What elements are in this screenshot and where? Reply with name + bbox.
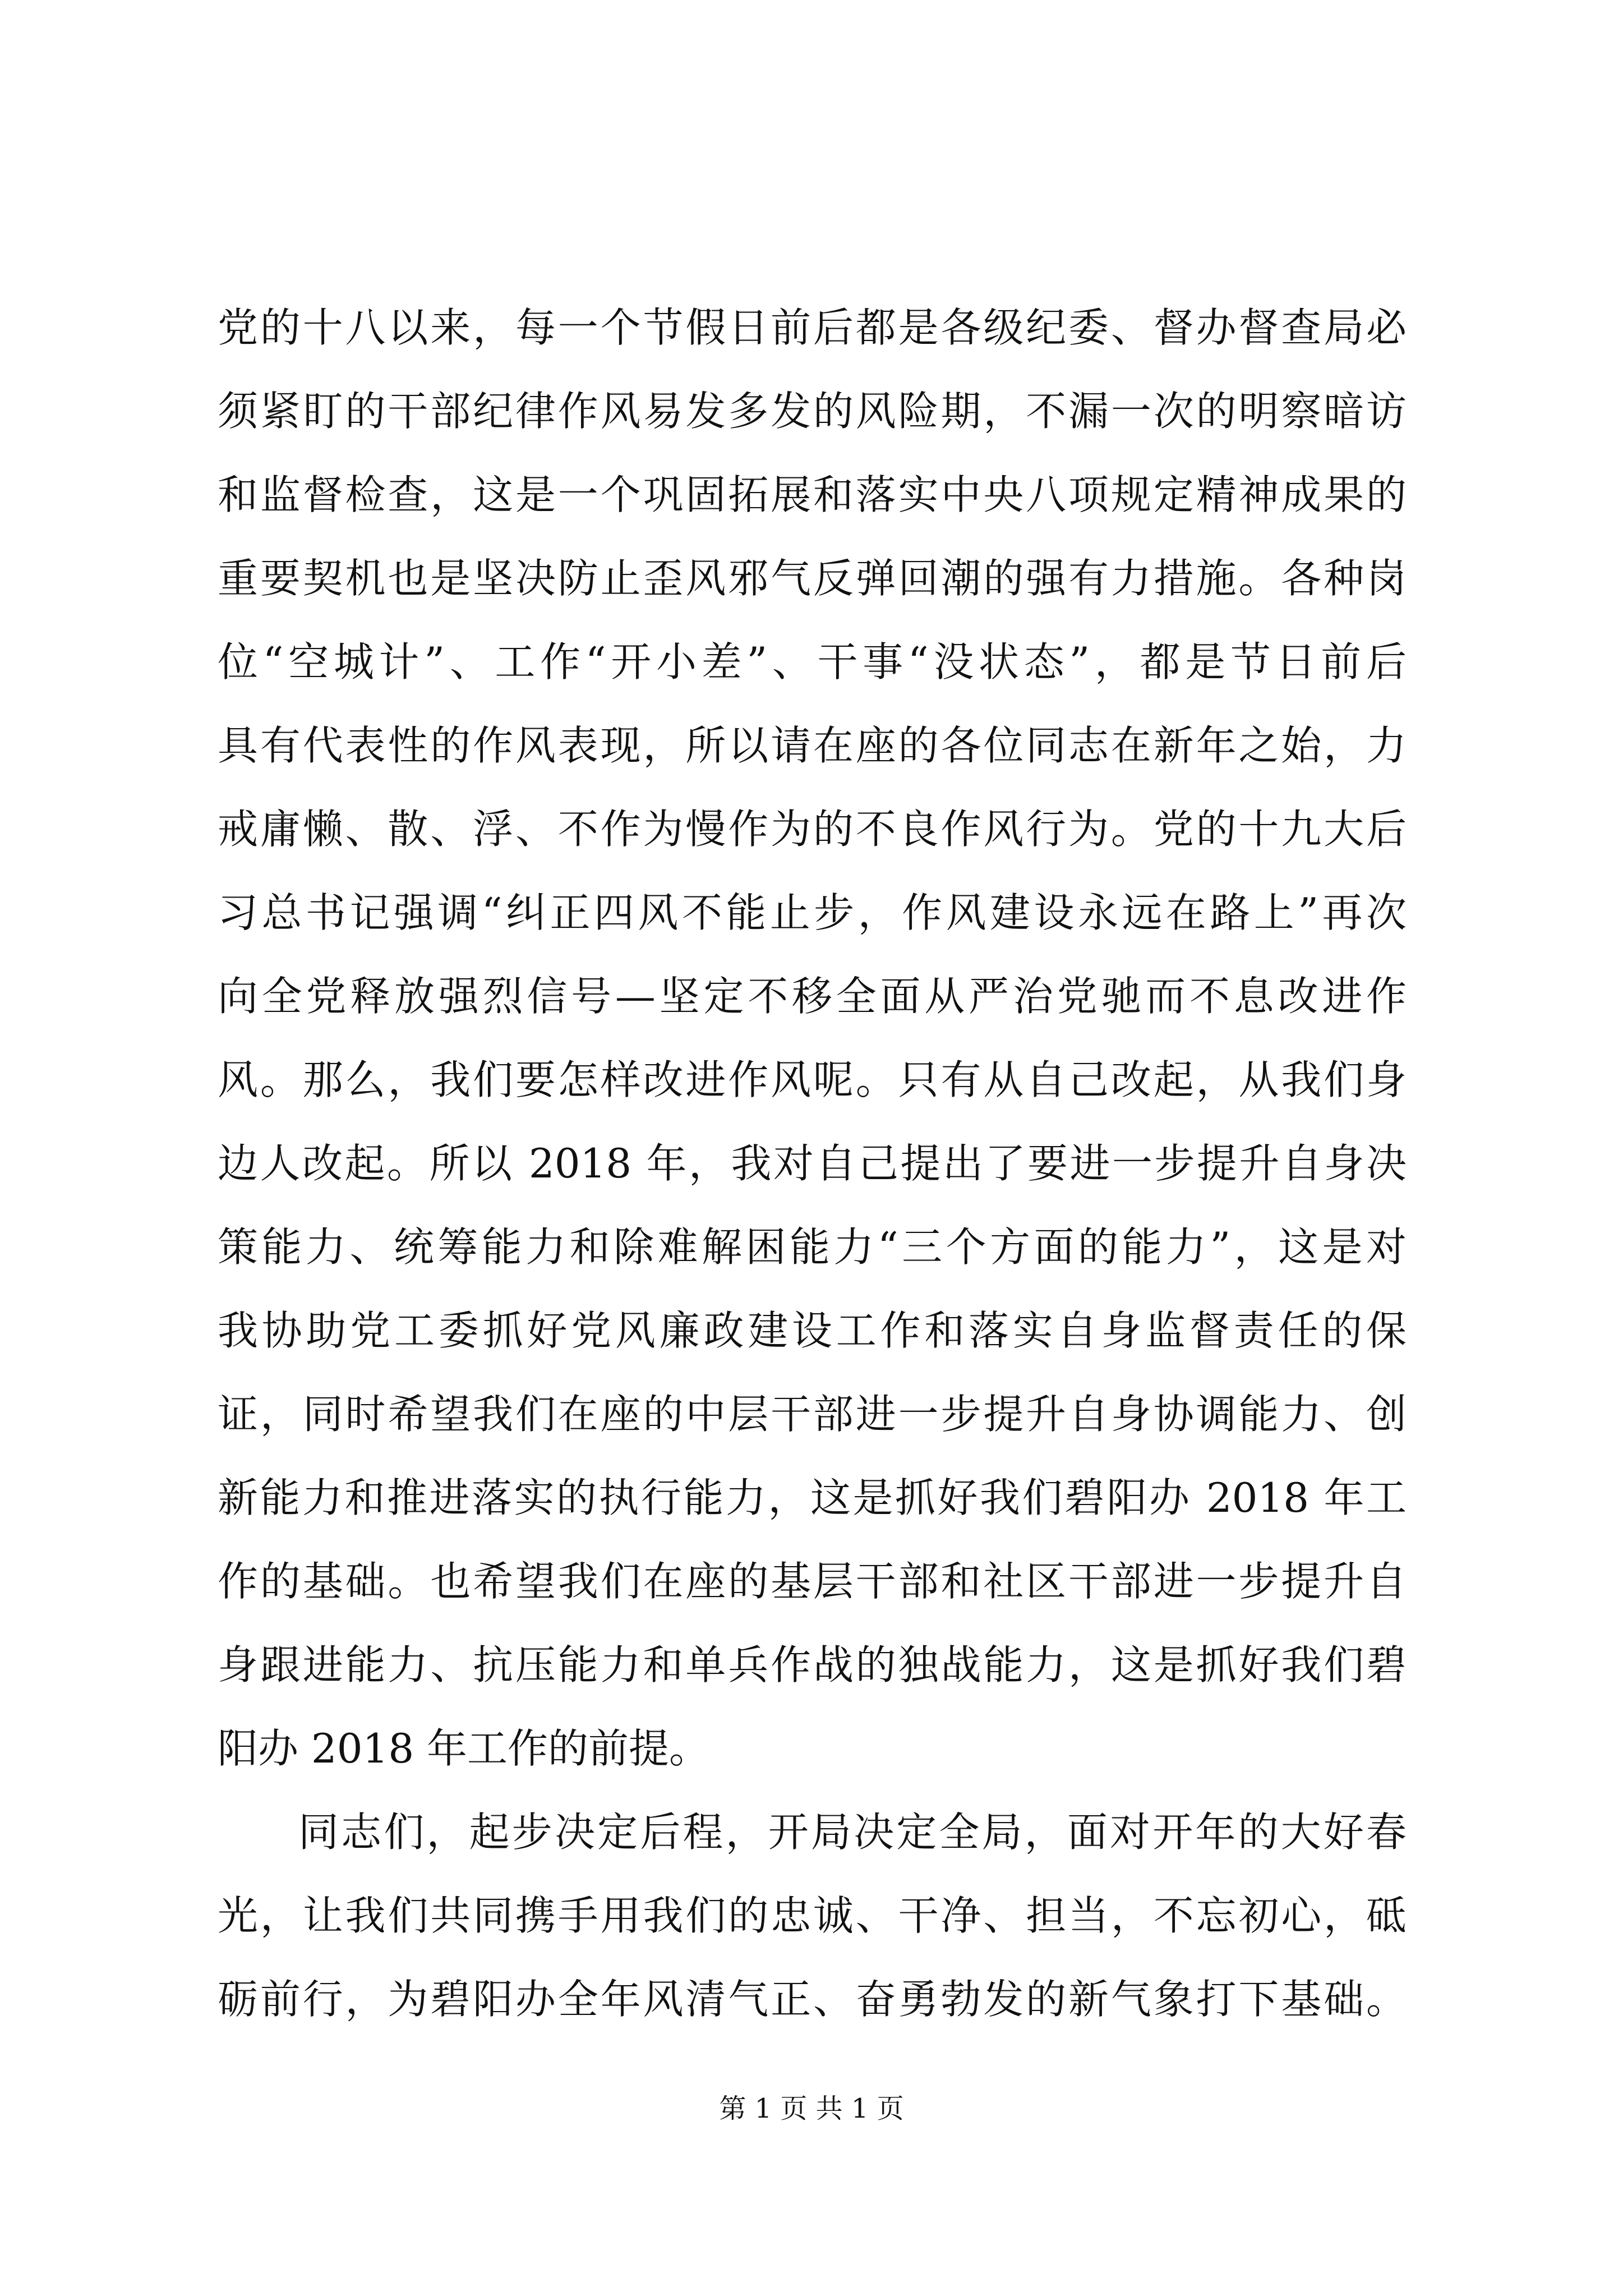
paragraph-1-line: 重要契机也是坚决防止歪风邪气反弹回潮的强有力措施。各种岗 bbox=[218, 555, 1407, 602]
paragraph-1-line: 证，同时希望我们在座的中层干部进一步提升自身协调能力、创 bbox=[218, 1391, 1407, 1438]
paragraph-1-line: 位“空城计”、工作“开小差”、干事“没状态”，都是节日前后 bbox=[218, 638, 1407, 685]
paragraph-1-line-last: 阳办 2018 年工作的前提。 bbox=[218, 1725, 710, 1772]
paragraph-1-line: 边人改起。所以 2018 年，我对自己提出了要进一步提升自身决 bbox=[218, 1140, 1407, 1187]
paragraph-2-line: 砺前行，为碧阳办全年风清气正、奋勇勃发的新气象打下基础。 bbox=[218, 1976, 1407, 2023]
paragraph-1-line: 新能力和推进落实的执行能力，这是抓好我们碧阳办 2018 年工 bbox=[218, 1474, 1407, 1521]
paragraph-1-line: 风。那么，我们要怎样改进作风呢。只有从自己改起，从我们身 bbox=[218, 1056, 1407, 1103]
paragraph-2-line-first: 同志们，起步决定后程，开局决定全局，面对开年的大好春 bbox=[298, 1809, 1407, 1856]
paragraph-1-line: 须紧盯的干部纪律作风易发多发的风险期，不漏一次的明察暗访 bbox=[218, 388, 1407, 435]
page-number-footer: 第 1 页 共 1 页 bbox=[719, 2093, 904, 2124]
paragraph-1-line: 我协助党工委抓好党风廉政建设工作和落实自身监督责任的保 bbox=[218, 1307, 1407, 1354]
paragraph-2-line: 光，让我们共同携手用我们的忠诚、干净、担当，不忘初心，砥 bbox=[218, 1892, 1407, 1939]
paragraph-1-line: 作的基础。也希望我们在座的基层干部和社区干部进一步提升自 bbox=[218, 1558, 1407, 1605]
paragraph-1-line: 习总书记强调“纠正四风不能止步，作风建设永远在路上”再次 bbox=[218, 889, 1407, 936]
paragraph-1-line: 身跟进能力、抗压能力和单兵作战的独战能力，这是抓好我们碧 bbox=[218, 1641, 1407, 1688]
paragraph-1-line: 和监督检查，这是一个巩固拓展和落实中央八项规定精神成果的 bbox=[218, 471, 1407, 518]
paragraph-1-line: 戒庸懒、散、浮、不作为慢作为的不良作风行为。党的十九大后 bbox=[218, 806, 1407, 853]
paragraph-1-line: 向全党释放强烈信号—坚定不移全面从严治党驰而不息改进作 bbox=[218, 973, 1407, 1020]
paragraph-1-line: 具有代表性的作风表现，所以请在座的各位同志在新年之始，力 bbox=[218, 722, 1407, 769]
paragraph-1-line: 党的十八以来，每一个节假日前后都是各级纪委、督办督查局必 bbox=[218, 304, 1407, 351]
paragraph-1-line: 策能力、统筹能力和除难解困能力“三个方面的能力”，这是对 bbox=[218, 1223, 1407, 1271]
document-body bbox=[218, 286, 1407, 2041]
